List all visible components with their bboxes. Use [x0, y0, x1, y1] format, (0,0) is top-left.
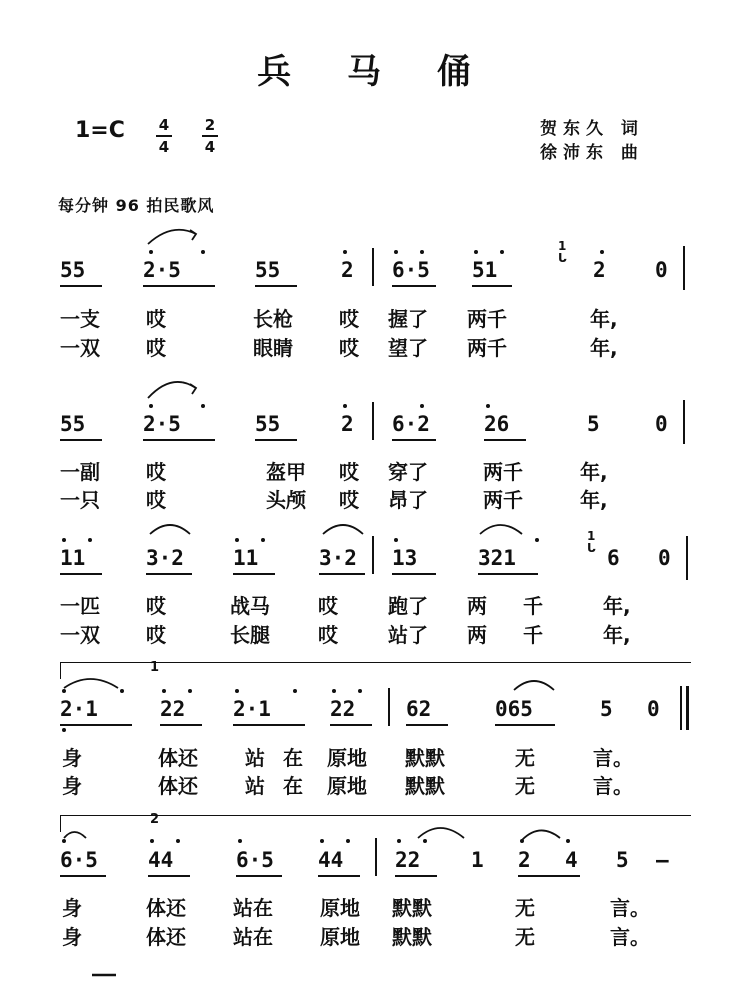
note-group: 6·5	[392, 258, 430, 282]
note-group: 2·1	[60, 697, 98, 721]
lyric: 望了	[388, 336, 428, 360]
note-group: 2·5	[143, 258, 181, 282]
slur-mark	[514, 681, 554, 690]
lyric: 站	[245, 774, 265, 798]
note-group: —	[656, 848, 669, 872]
note-group: 55	[60, 258, 86, 282]
lyric: 站在	[233, 925, 273, 949]
lyric: 言。	[610, 925, 650, 949]
lyric: 身	[62, 746, 82, 770]
lyric: 无	[515, 774, 535, 798]
slur-mark	[148, 230, 196, 244]
song-title: 兵 马 俑	[257, 52, 493, 92]
lyric: 身	[62, 774, 82, 798]
note-group: 11	[60, 546, 86, 570]
lyric: 哎	[146, 623, 166, 647]
note-group: 22	[330, 697, 356, 721]
note-group: 0	[647, 697, 660, 721]
note-group: 22	[160, 697, 186, 721]
lyric: 年,	[580, 460, 608, 484]
lyric: 原地	[327, 746, 367, 770]
slur-arrow-mark	[190, 384, 196, 394]
lyric: 眼睛	[253, 336, 293, 360]
time-sig-bottom: 4	[204, 138, 216, 156]
slur-mark	[323, 525, 363, 534]
note-group: 1	[471, 848, 484, 872]
lyric: 一副	[60, 460, 100, 484]
lyric: 年,	[603, 623, 631, 647]
lyric: 言。	[610, 896, 650, 920]
lyric: 两千	[467, 307, 507, 331]
lyric: 哎	[339, 460, 359, 484]
lyric: 哎	[318, 594, 338, 618]
slur-mark	[418, 828, 464, 838]
grace-note-mark: 1	[587, 529, 596, 543]
lyric: 年,	[580, 488, 608, 512]
lyric: 原地	[327, 774, 367, 798]
grace-note-mark: 1	[558, 239, 567, 253]
note-group: 62	[406, 697, 432, 721]
lyric: 站了	[388, 623, 428, 647]
note-group: 55	[255, 412, 281, 436]
note-group: 065	[495, 697, 533, 721]
slur-mark	[64, 679, 118, 688]
lyric: 跑了	[388, 594, 428, 618]
lyric: 默默	[405, 746, 445, 770]
note-group: 2	[518, 848, 531, 872]
lyric: 体还	[146, 925, 186, 949]
lyric: 体还	[158, 746, 198, 770]
lyric: 一双	[60, 336, 100, 360]
note-group: 2	[341, 412, 354, 436]
lyric: 两	[467, 594, 487, 618]
lyric: 长腿	[230, 623, 270, 647]
lyricist-credit: 贺东久 词	[540, 119, 644, 139]
note-group: 3·2	[146, 546, 184, 570]
lyric: 言。	[593, 774, 633, 798]
key-signature: 1=C	[75, 118, 125, 143]
note-group: 2	[593, 258, 606, 282]
note-group: 2·1	[233, 697, 271, 721]
note-group: 44	[318, 848, 344, 872]
lyric: 哎	[146, 460, 166, 484]
time-sig-top: 2	[204, 116, 216, 134]
slur-mark	[148, 382, 196, 398]
note-group: 4	[565, 848, 578, 872]
lyric: 哎	[318, 623, 338, 647]
volta-number: 1	[150, 660, 160, 675]
lyric: 哎	[146, 488, 166, 512]
composer-credit: 徐沛东 曲	[540, 143, 644, 163]
lyric: 一支	[60, 307, 100, 331]
note-group: 6·5	[60, 848, 98, 872]
lyric: 两	[467, 623, 487, 647]
lyric: 头颅	[266, 488, 306, 512]
note-group: 6	[607, 546, 620, 570]
lyric: 言。	[593, 746, 633, 770]
lyric: 两千	[483, 460, 523, 484]
lyric: 战马	[230, 594, 270, 618]
lyric: 在	[283, 774, 303, 798]
lyric: 年,	[590, 336, 618, 360]
slur-mark	[480, 525, 522, 534]
note-group: 26	[484, 412, 510, 436]
note-group: 6·5	[236, 848, 274, 872]
note-group: 0	[655, 258, 668, 282]
lyric: 在	[283, 746, 303, 770]
lyric: 一只	[60, 488, 100, 512]
note-group: 6·2	[392, 412, 430, 436]
note-group: 5	[587, 412, 600, 436]
tempo-marking: 每分钟 96 拍民歌风	[58, 196, 215, 215]
note-group: 22	[395, 848, 421, 872]
lyric: 长枪	[253, 307, 293, 331]
note-group: 3·2	[319, 546, 357, 570]
lyric: 身	[62, 896, 82, 920]
note-group: 0	[655, 412, 668, 436]
note-group: 0	[658, 546, 671, 570]
lyric: 无	[515, 896, 535, 920]
note-group: 5	[616, 848, 629, 872]
lyric: 两千	[483, 488, 523, 512]
lyric: 默默	[405, 774, 445, 798]
lyric: 握了	[388, 307, 428, 331]
note-group: 51	[472, 258, 498, 282]
time-sig-top: 4	[158, 116, 170, 134]
slur-mark	[150, 525, 190, 534]
note-group: 321	[478, 546, 516, 570]
breath-mark: ᒐ	[587, 541, 596, 555]
note-group: 5	[600, 697, 613, 721]
lyric: 哎	[339, 336, 359, 360]
lyric: 盔甲	[266, 460, 306, 484]
lyric: 原地	[320, 896, 360, 920]
slur-mark	[522, 830, 560, 840]
lyric: 无	[515, 925, 535, 949]
lyric: 无	[515, 746, 535, 770]
note-group: 13	[392, 546, 418, 570]
lyric: 一匹	[60, 594, 100, 618]
lyric: 一双	[60, 623, 100, 647]
note-group: 55	[255, 258, 281, 282]
lyric: 哎	[339, 307, 359, 331]
lyric: 两千	[467, 336, 507, 360]
lyric: 体还	[146, 896, 186, 920]
note-group: 2	[341, 258, 354, 282]
lyric: 穿了	[388, 460, 428, 484]
lyric: 身	[62, 925, 82, 949]
lyric: 默默	[392, 896, 432, 920]
lyric: 年,	[603, 594, 631, 618]
lyric: 哎	[146, 336, 166, 360]
note-group: 44	[148, 848, 174, 872]
note-group: 2·5	[143, 412, 181, 436]
lyric: 默默	[392, 925, 432, 949]
slur-mark	[64, 832, 86, 838]
lyric: 昂了	[388, 488, 428, 512]
breath-mark: ᒐ	[558, 251, 567, 265]
lyric: 千	[523, 623, 543, 647]
lyric: 站	[245, 746, 265, 770]
lyric: 千	[523, 594, 543, 618]
lyric: 哎	[146, 307, 166, 331]
time-sig-bottom: 4	[158, 138, 170, 156]
lyric: 站在	[233, 896, 273, 920]
lyric: 年,	[590, 307, 618, 331]
slur-arrow-mark	[190, 230, 196, 240]
lyric: 原地	[320, 925, 360, 949]
lyric: 体还	[158, 774, 198, 798]
volta-number: 2	[150, 812, 160, 827]
lyric: 哎	[339, 488, 359, 512]
note-group: 55	[60, 412, 86, 436]
lyric: 哎	[146, 594, 166, 618]
note-group: 11	[233, 546, 259, 570]
